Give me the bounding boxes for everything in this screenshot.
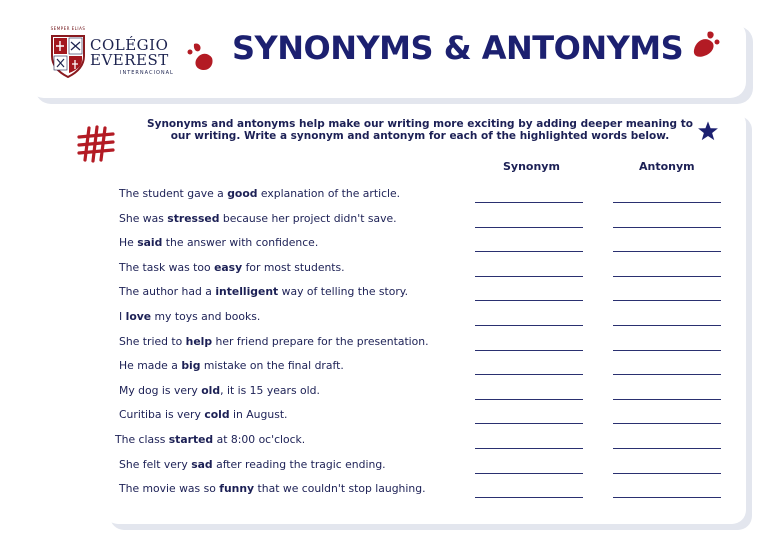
exercise-row <box>119 359 739 381</box>
antonym-answer-line[interactable] <box>613 325 721 326</box>
exercise-sentence: He said the answer with confidence. <box>119 236 319 250</box>
exercise-sentence: I love my toys and books. <box>119 310 261 323</box>
exercise-sentence: He made a big mistake on the final draft. <box>119 359 344 373</box>
paint-splash-icon <box>186 38 216 74</box>
antonym-answer-line[interactable] <box>613 300 721 301</box>
exercise-row <box>119 212 739 234</box>
highlighted-word: love <box>125 310 152 323</box>
highlighted-word: started <box>168 433 214 446</box>
exercise-row <box>119 261 739 283</box>
exercise-sentence: My dog is very old, it is 15 years old. <box>119 383 320 397</box>
highlighted-word: stressed <box>167 211 220 225</box>
exercise-sentence: The class started at 8:00 oc'clock. <box>115 433 306 446</box>
exercise-row <box>115 433 735 455</box>
hashtag-doodle-icon <box>76 124 116 164</box>
exercise-row <box>119 335 739 357</box>
exercise-sentence: The task was too easy for most students. <box>119 260 345 274</box>
antonym-column-header: Antonym <box>639 160 695 173</box>
synonym-answer-line[interactable] <box>475 423 583 424</box>
synonym-column-header: Synonym <box>503 160 560 173</box>
synonym-answer-line[interactable] <box>475 227 583 228</box>
exercise-sentence: Curitiba is very cold in August. <box>119 408 288 422</box>
exercise-sentence: She tried to help her friend prepare for the presentation. <box>119 334 429 348</box>
logo-name: COLÉGIO EVEREST <box>90 36 169 69</box>
exercise-row <box>119 187 739 209</box>
paint-splash-icon <box>690 28 720 64</box>
exercise-row <box>119 384 739 406</box>
antonym-answer-line[interactable] <box>613 251 721 252</box>
page-title: SYNONYMS & ANTONYMS <box>232 29 684 67</box>
synonym-answer-line[interactable] <box>475 374 583 375</box>
exercise-sentence: The student gave a good explanation of the article. <box>119 187 401 200</box>
synonym-answer-line[interactable] <box>475 399 583 400</box>
exercise-row <box>119 482 739 504</box>
highlighted-word: good <box>227 187 258 200</box>
synonym-answer-line[interactable] <box>475 473 583 474</box>
exercise-sentence: She was stressed because her project didn't save. <box>119 211 397 225</box>
instructions-text: Synonyms and antonyms help make our writing more exciting by adding deeper meaning to our writing. Write a synonym and antonym for each of the highlighted words below. <box>147 118 693 142</box>
synonym-answer-line[interactable] <box>475 276 583 277</box>
highlighted-word: old <box>201 383 221 397</box>
exercise-row <box>119 408 739 430</box>
exercise-sentence: She felt very sad after reading the tragic ending. <box>119 457 386 471</box>
synonym-answer-line[interactable] <box>475 300 583 301</box>
highlighted-word: big <box>181 359 201 373</box>
synonym-answer-line[interactable] <box>475 448 583 449</box>
star-icon <box>697 120 719 142</box>
synonym-answer-line[interactable] <box>475 251 583 252</box>
highlighted-word: said <box>137 236 163 250</box>
antonym-answer-line[interactable] <box>613 276 721 277</box>
school-logo <box>50 28 172 82</box>
antonym-answer-line[interactable] <box>613 423 721 424</box>
antonym-answer-line[interactable] <box>613 497 721 498</box>
exercise-sentence: The author had a intelligent way of telling the story. <box>119 285 409 299</box>
highlighted-word: funny <box>219 482 255 496</box>
antonym-answer-line[interactable] <box>613 399 721 400</box>
highlighted-word: help <box>185 334 213 348</box>
highlighted-word: easy <box>214 260 243 274</box>
exercise-row <box>119 285 739 307</box>
exercise-row <box>119 310 739 332</box>
highlighted-word: intelligent <box>215 285 279 299</box>
antonym-answer-line[interactable] <box>613 473 721 474</box>
antonym-answer-line[interactable] <box>613 202 721 203</box>
highlighted-word: sad <box>191 457 213 471</box>
antonym-answer-line[interactable] <box>613 374 721 375</box>
exercise-row <box>119 458 739 480</box>
logo-subtitle: INTERNACIONAL <box>120 70 174 76</box>
synonym-answer-line[interactable] <box>475 325 583 326</box>
synonym-answer-line[interactable] <box>475 497 583 498</box>
shield-icon <box>50 32 86 78</box>
highlighted-word: cold <box>204 408 230 422</box>
exercise-row <box>119 236 739 258</box>
exercise-sentence: The movie was so funny that we couldn't stop laughing. <box>119 482 426 496</box>
synonym-answer-line[interactable] <box>475 202 583 203</box>
antonym-answer-line[interactable] <box>613 227 721 228</box>
antonym-answer-line[interactable] <box>613 448 721 449</box>
synonym-answer-line[interactable] <box>475 350 583 351</box>
logo-motto: SEMPER ELIAS <box>50 26 86 31</box>
antonym-answer-line[interactable] <box>613 350 721 351</box>
